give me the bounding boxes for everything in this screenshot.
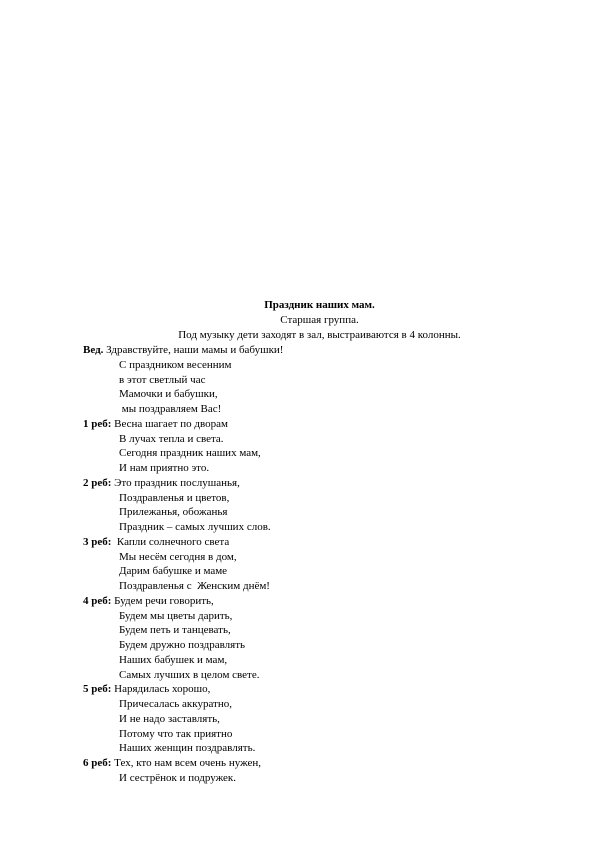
document-title: Праздник наших мам. <box>264 299 375 311</box>
speaker-label: Вед. <box>83 344 104 356</box>
script-line: Праздник – самых лучших слов. <box>119 521 271 533</box>
script-line <box>83 343 563 358</box>
speaker-label: 5 реб: <box>83 683 112 696</box>
script-line <box>83 417 563 432</box>
script-line: В лучах тепла и света. <box>119 432 224 445</box>
speech-text: Будем речи говорить, <box>111 594 214 607</box>
script-line: мы поздравляем Вас! <box>119 403 222 415</box>
script-line: И сестрёнок и подружек. <box>119 771 236 784</box>
speaker-label: 3 реб: <box>83 535 112 548</box>
script-line: И не надо заставлять, <box>119 712 220 725</box>
speech-text: Капли солнечного света <box>111 535 230 548</box>
script-line: Сегодня праздник наших мам, <box>119 447 261 460</box>
script-line: Наших бабушек и мам, <box>119 653 228 666</box>
speech-text: Нарядилась хорошо, <box>111 683 211 696</box>
script-line: Мы несём сегодня в дом, <box>119 550 237 563</box>
script-line: Поздравленья с Женским днём! <box>119 580 270 592</box>
script-line: И нам приятно это. <box>119 462 210 474</box>
script-line <box>83 594 563 609</box>
script-line: Поздравленья и цветов, <box>119 491 230 504</box>
script-line: Прилежанья, обожанья <box>119 506 228 519</box>
script-line: в этот светлый час <box>119 373 206 386</box>
speaker-label: 6 реб: <box>83 757 112 769</box>
script-line: Будем дружно поздравлять <box>119 639 246 651</box>
speech-text: Тех, кто нам всем очень нужен, <box>111 757 262 769</box>
stage-direction: Под музыку дети заходят в зал, выстраиваются в 4 колонны. <box>178 329 461 341</box>
speech-text: Весна шагает по дворам <box>111 417 228 430</box>
script-line <box>83 535 563 550</box>
speech-text: Это праздник послушанья, <box>111 476 240 489</box>
script-line: Потому что так приятно <box>119 727 233 740</box>
script-line <box>83 756 563 771</box>
script-line: С праздником весенним <box>119 358 232 371</box>
speech-text: Здравствуйте, наши мамы и бабушки! <box>103 344 284 356</box>
script-body <box>83 343 563 786</box>
speaker-label: 4 реб: <box>83 594 112 607</box>
script-line: Причесалась аккуратно, <box>119 698 232 710</box>
script-line: Самых лучших в целом свете. <box>119 668 260 681</box>
script-line <box>83 682 563 697</box>
speaker-label: 1 реб: <box>83 417 112 430</box>
script-line: Наших женщин поздравлять. <box>119 742 256 755</box>
speaker-label: 2 реб: <box>83 476 112 489</box>
document-subtitle: Старшая группа. <box>280 314 359 326</box>
script-line: Мамочки и бабушки, <box>119 388 218 401</box>
script-line: Будем петь и танцевать, <box>119 624 231 637</box>
script-line: Будем мы цветы дарить, <box>119 609 233 622</box>
script-line: Дарим бабушке и маме <box>119 565 228 578</box>
script-line <box>83 476 563 491</box>
